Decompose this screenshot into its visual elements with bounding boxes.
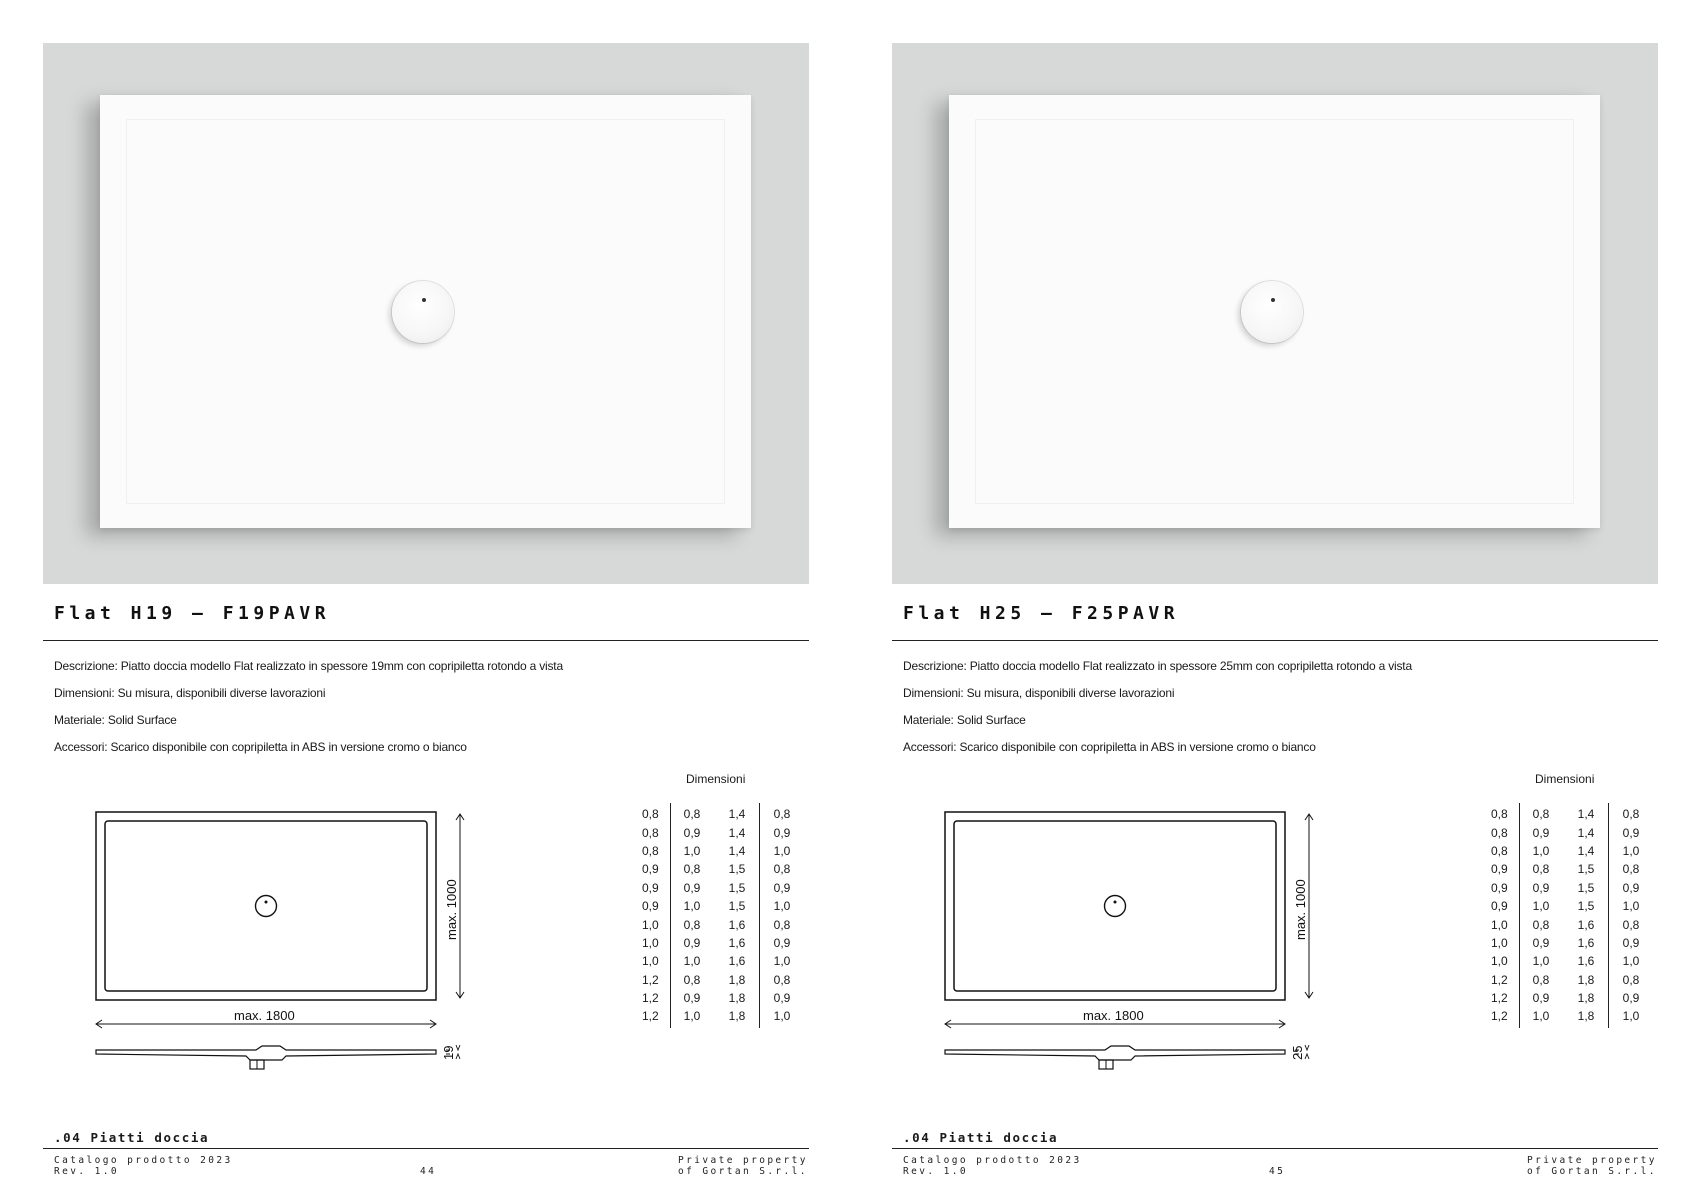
table-cell: 0,8 bbox=[1491, 843, 1508, 858]
page-number: 44 bbox=[420, 1166, 437, 1177]
table-row bbox=[640, 989, 802, 1007]
section-title: .04 Piatti doccia bbox=[54, 1130, 210, 1145]
table-row bbox=[640, 952, 802, 970]
footer-owner: of Gortan S.r.l. bbox=[1527, 1166, 1657, 1177]
table-cell: 1,0 bbox=[773, 843, 791, 858]
table-cell: 0,9 bbox=[642, 899, 659, 914]
table-cell: 0,9 bbox=[1532, 991, 1550, 1006]
product-photo bbox=[892, 43, 1658, 584]
table-cell: 0,9 bbox=[683, 935, 701, 950]
title-divider bbox=[43, 640, 809, 641]
page-number: 45 bbox=[1269, 1166, 1286, 1177]
table-cell: 1,5 bbox=[728, 899, 746, 914]
thickness-arrow-icon bbox=[456, 1045, 460, 1050]
accessories-text: Accessori: Scarico disponibile con copripiletta in ABS in versione cromo o bianco bbox=[54, 740, 467, 754]
width-label: max. 1800 bbox=[1083, 1008, 1144, 1023]
table-cell: 1,0 bbox=[683, 1009, 701, 1024]
table-cell: 0,9 bbox=[1491, 899, 1508, 914]
drain-dot bbox=[1271, 298, 1275, 302]
table-cell: 1,8 bbox=[1577, 1009, 1595, 1024]
table-cell: 1,4 bbox=[728, 807, 746, 822]
table-cell: 1,0 bbox=[1491, 954, 1508, 969]
table-row bbox=[640, 897, 802, 915]
technical-drawing bbox=[935, 808, 1335, 1078]
table-cell: 0,8 bbox=[1491, 825, 1508, 840]
thickness-arrow-icon bbox=[1305, 1045, 1309, 1050]
table-cell: 1,8 bbox=[728, 991, 746, 1006]
table-cell: 0,9 bbox=[773, 935, 791, 950]
table-cell: 0,8 bbox=[773, 972, 791, 987]
table-cell: 1,0 bbox=[1532, 899, 1550, 914]
table-cell: 1,6 bbox=[728, 954, 746, 969]
table-cell: 0,8 bbox=[773, 917, 791, 932]
dimensions-table bbox=[640, 805, 802, 1026]
height-label: max. 1000 bbox=[1293, 879, 1308, 940]
drain-circle-icon bbox=[256, 896, 277, 917]
table-row bbox=[1489, 989, 1651, 1007]
table-cell: 1,0 bbox=[642, 917, 659, 932]
table-cell: 1,4 bbox=[728, 843, 746, 858]
table-cell: 0,8 bbox=[1532, 807, 1550, 822]
table-row bbox=[1489, 823, 1651, 841]
table-cell: 1,0 bbox=[642, 954, 659, 969]
section-title: .04 Piatti doccia bbox=[903, 1130, 1059, 1145]
footer-property: Private property bbox=[1527, 1155, 1657, 1166]
table-cell: 1,0 bbox=[1532, 1009, 1550, 1024]
table-cell: 0,9 bbox=[683, 825, 701, 840]
table-cell: 0,8 bbox=[1532, 972, 1550, 987]
table-cell: 0,9 bbox=[1622, 880, 1640, 895]
table-cell: 0,8 bbox=[1491, 807, 1508, 822]
table-cell: 1,0 bbox=[1622, 1009, 1640, 1024]
table-row bbox=[640, 842, 802, 860]
table-row bbox=[1489, 934, 1651, 952]
table-cell: 0,9 bbox=[1491, 862, 1508, 877]
table-row bbox=[1489, 952, 1651, 970]
table-row bbox=[640, 823, 802, 841]
dimensions-text: Dimensioni: Su misura, disponibili diverse lavorazioni bbox=[903, 686, 1175, 700]
table-row bbox=[640, 915, 802, 933]
dimensions-text: Dimensioni: Su misura, disponibili diverse lavorazioni bbox=[54, 686, 326, 700]
table-cell: 0,9 bbox=[642, 880, 659, 895]
table-cell: 1,2 bbox=[1491, 991, 1508, 1006]
table-cell: 0,8 bbox=[1622, 972, 1640, 987]
table-cell: 0,9 bbox=[683, 880, 701, 895]
table-cell: 1,0 bbox=[773, 899, 791, 914]
material-text: Materiale: Solid Surface bbox=[54, 713, 177, 727]
table-cell: 0,8 bbox=[683, 862, 701, 877]
table-cell: 0,8 bbox=[1622, 807, 1640, 822]
dimensions-table-title: Dimensioni bbox=[686, 772, 746, 786]
table-cell: 0,8 bbox=[642, 807, 659, 822]
footer-revision: Rev. 1.0 bbox=[54, 1166, 119, 1177]
width-label: max. 1800 bbox=[234, 1008, 295, 1023]
table-cell: 1,0 bbox=[1491, 917, 1508, 932]
catalog-page-right bbox=[849, 0, 1697, 1200]
table-cell: 1,0 bbox=[1532, 843, 1550, 858]
dimensions-table-title: Dimensioni bbox=[1535, 772, 1595, 786]
table-cell: 0,8 bbox=[683, 972, 701, 987]
table-cell: 1,4 bbox=[728, 825, 746, 840]
table-cell: 0,8 bbox=[773, 807, 791, 822]
table-row bbox=[640, 805, 802, 823]
table-cell: 1,6 bbox=[1577, 954, 1595, 969]
drain-cover-icon bbox=[1241, 281, 1303, 343]
table-cell: 0,8 bbox=[683, 917, 701, 932]
table-cell: 1,0 bbox=[642, 935, 659, 950]
table-row bbox=[1489, 805, 1651, 823]
table-row bbox=[1489, 879, 1651, 897]
tray-inner-outline bbox=[105, 821, 427, 991]
table-cell: 1,2 bbox=[1491, 972, 1508, 987]
table-cell: 0,8 bbox=[1622, 862, 1640, 877]
material-text: Materiale: Solid Surface bbox=[903, 713, 1026, 727]
drain-dot bbox=[422, 298, 426, 302]
table-row bbox=[640, 860, 802, 878]
table-cell: 0,8 bbox=[642, 843, 659, 858]
table-cell: 1,5 bbox=[728, 880, 746, 895]
table-cell: 1,6 bbox=[1577, 917, 1595, 932]
table-cell: 1,4 bbox=[1577, 843, 1595, 858]
table-row bbox=[1489, 1007, 1651, 1025]
table-cell: 1,6 bbox=[728, 917, 746, 932]
table-cell: 0,8 bbox=[683, 807, 701, 822]
table-cell: 1,0 bbox=[683, 843, 701, 858]
product-title: Flat H19 – F19PAVR bbox=[54, 603, 331, 624]
height-label: max. 1000 bbox=[444, 879, 459, 940]
drain-center-dot bbox=[1114, 901, 1117, 904]
table-row bbox=[1489, 971, 1651, 989]
table-cell: 1,4 bbox=[1577, 807, 1595, 822]
description-text: Descrizione: Piatto doccia modello Flat realizzato in spessore 19mm con copripiletta rotondo a vista bbox=[54, 659, 563, 673]
table-cell: 1,0 bbox=[773, 954, 791, 969]
dimensions-table bbox=[1489, 805, 1651, 1026]
technical-drawing bbox=[86, 808, 486, 1078]
product-title: Flat H25 – F25PAVR bbox=[903, 603, 1180, 624]
table-cell: 0,8 bbox=[773, 862, 791, 877]
table-cell: 0,9 bbox=[1532, 825, 1550, 840]
table-cell: 0,9 bbox=[773, 825, 791, 840]
table-cell: 1,2 bbox=[1491, 1009, 1508, 1024]
table-cell: 1,0 bbox=[1622, 843, 1640, 858]
footer-property: Private property bbox=[678, 1155, 808, 1166]
footer-catalog: Catalogo prodotto 2023 bbox=[54, 1155, 233, 1166]
tray-outline bbox=[96, 812, 436, 1000]
table-cell: 0,9 bbox=[1491, 880, 1508, 895]
product-photo bbox=[43, 43, 809, 584]
table-cell: 0,9 bbox=[1532, 935, 1550, 950]
footer-divider bbox=[43, 1148, 809, 1149]
accessories-text: Accessori: Scarico disponibile con copripiletta in ABS in versione cromo o bianco bbox=[903, 740, 1316, 754]
table-cell: 0,9 bbox=[1622, 991, 1640, 1006]
thickness-label: 25 bbox=[1290, 1045, 1305, 1060]
thickness-arrow-icon bbox=[456, 1054, 460, 1059]
table-cell: 1,2 bbox=[642, 1009, 659, 1024]
tray-outline bbox=[945, 812, 1285, 1000]
tray-side-profile bbox=[945, 1046, 1285, 1060]
table-row bbox=[1489, 842, 1651, 860]
table-row bbox=[1489, 915, 1651, 933]
table-cell: 1,0 bbox=[1491, 935, 1508, 950]
drain-circle-icon bbox=[1105, 896, 1126, 917]
table-cell: 0,9 bbox=[1532, 880, 1550, 895]
table-cell: 1,2 bbox=[642, 991, 659, 1006]
footer-revision: Rev. 1.0 bbox=[903, 1166, 968, 1177]
table-cell: 0,9 bbox=[1622, 935, 1640, 950]
title-divider bbox=[892, 640, 1658, 641]
table-row bbox=[1489, 860, 1651, 878]
description-text: Descrizione: Piatto doccia modello Flat realizzato in spessore 25mm con copripiletta rotondo a vista bbox=[903, 659, 1412, 673]
footer-divider bbox=[892, 1148, 1658, 1149]
table-row bbox=[640, 934, 802, 952]
tray-side-profile bbox=[96, 1046, 436, 1060]
shower-tray-image bbox=[949, 95, 1600, 528]
table-cell: 1,8 bbox=[1577, 991, 1595, 1006]
table-cell: 1,6 bbox=[728, 935, 746, 950]
drain-center-dot bbox=[265, 901, 268, 904]
table-cell: 1,2 bbox=[642, 972, 659, 987]
table-cell: 0,8 bbox=[1532, 862, 1550, 877]
table-row bbox=[640, 971, 802, 989]
table-cell: 0,8 bbox=[1532, 917, 1550, 932]
table-cell: 0,9 bbox=[773, 880, 791, 895]
table-cell: 1,5 bbox=[1577, 880, 1595, 895]
catalog-page-left bbox=[0, 0, 848, 1200]
table-row bbox=[640, 1007, 802, 1025]
table-cell: 0,8 bbox=[642, 825, 659, 840]
table-cell: 1,0 bbox=[683, 899, 701, 914]
table-cell: 1,6 bbox=[1577, 935, 1595, 950]
footer-catalog: Catalogo prodotto 2023 bbox=[903, 1155, 1082, 1166]
table-cell: 1,8 bbox=[728, 1009, 746, 1024]
table-cell: 1,5 bbox=[1577, 862, 1595, 877]
table-cell: 0,9 bbox=[642, 862, 659, 877]
table-cell: 1,5 bbox=[1577, 899, 1595, 914]
table-cell: 1,8 bbox=[728, 972, 746, 987]
table-cell: 0,9 bbox=[683, 991, 701, 1006]
table-cell: 1,8 bbox=[1577, 972, 1595, 987]
table-cell: 1,0 bbox=[683, 954, 701, 969]
tray-inner-outline bbox=[954, 821, 1276, 991]
thickness-label: 19 bbox=[441, 1045, 456, 1060]
table-row bbox=[640, 879, 802, 897]
footer-owner: of Gortan S.r.l. bbox=[678, 1166, 808, 1177]
table-cell: 1,0 bbox=[773, 1009, 791, 1024]
thickness-arrow-icon bbox=[1305, 1054, 1309, 1059]
table-cell: 1,0 bbox=[1622, 899, 1640, 914]
drain-cover-icon bbox=[392, 281, 454, 343]
table-cell: 0,8 bbox=[1622, 917, 1640, 932]
shower-tray-image bbox=[100, 95, 751, 528]
table-cell: 0,9 bbox=[773, 991, 791, 1006]
table-cell: 1,4 bbox=[1577, 825, 1595, 840]
table-row bbox=[1489, 897, 1651, 915]
table-cell: 1,0 bbox=[1622, 954, 1640, 969]
table-cell: 1,5 bbox=[728, 862, 746, 877]
table-cell: 0,9 bbox=[1622, 825, 1640, 840]
table-cell: 1,0 bbox=[1532, 954, 1550, 969]
